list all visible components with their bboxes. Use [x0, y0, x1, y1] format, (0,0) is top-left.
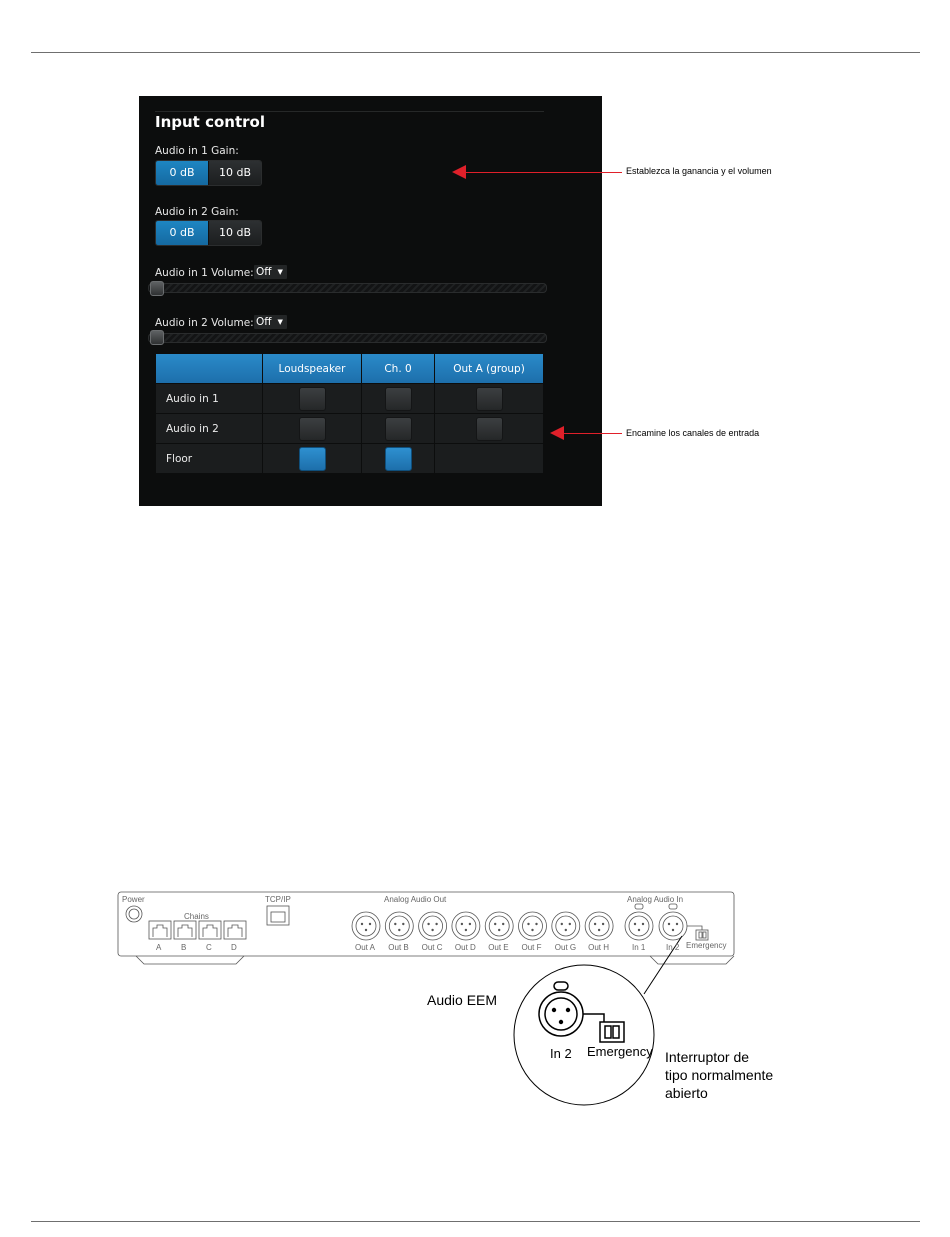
tcpip-label: TCP/IP [265, 895, 291, 904]
xlr-pin [527, 923, 529, 925]
route-checkbox[interactable] [385, 387, 412, 411]
gain2-label: Audio in 2 Gain: [155, 206, 239, 218]
chevron-down-icon: ▼ [277, 268, 283, 276]
output-label: Out E [488, 943, 509, 952]
chain-port-c: C [206, 943, 212, 952]
matrix-cell [362, 384, 435, 414]
output-label: Out F [521, 943, 542, 952]
analog-in-label: Analog Audio In [627, 895, 684, 904]
xlr-pin [465, 929, 467, 931]
gain2-option-0db[interactable]: 0 dB [156, 221, 208, 245]
xlr-pin [435, 923, 437, 925]
volume2-dropdown[interactable] [254, 315, 287, 329]
emergency-label: Emergency [686, 941, 727, 950]
matrix-cell [263, 414, 362, 444]
xlr-pin [561, 923, 563, 925]
xlr-pin [469, 923, 471, 925]
power-label: Power [122, 895, 145, 904]
xlr-output-connector [523, 916, 543, 936]
volume1-value: Off [256, 266, 272, 278]
matrix-cell-empty [435, 444, 544, 474]
xlr-pin [594, 923, 596, 925]
route-checkbox[interactable] [385, 447, 412, 471]
power-connector-inner [129, 909, 139, 919]
matrix-header-loudspeaker: Loudspeaker [263, 354, 362, 384]
gain-annotation: Establezca la ganancia y el volumen [626, 166, 772, 176]
matrix-header-ch0: Ch. 0 [362, 354, 435, 384]
chassis-foot [650, 956, 734, 964]
table-row [156, 414, 544, 444]
panel-title: Input control [155, 113, 265, 131]
volume1-dropdown[interactable] [254, 265, 287, 279]
matrix-cell [263, 384, 362, 414]
tcpip-port-inner [271, 912, 285, 922]
matrix-cell [362, 444, 435, 474]
volume2-value: Off [256, 316, 272, 328]
analog-out-label: Analog Audio Out [384, 895, 447, 904]
row-label-floor: Floor [156, 444, 263, 474]
xlr-pin [365, 929, 367, 931]
detail-input-label: In 2 [550, 1046, 572, 1061]
volume1-slider-track[interactable] [148, 283, 547, 293]
gain2-option-10db[interactable]: 10 dB [208, 221, 261, 245]
volume1-slider-thumb[interactable] [150, 281, 164, 296]
table-row [156, 444, 544, 474]
xlr-pin [531, 929, 533, 931]
matrix-header-empty [156, 354, 263, 384]
xlr-pin [398, 929, 400, 931]
panel-divider [155, 111, 544, 112]
detail-circle [514, 965, 654, 1105]
route-checkbox[interactable] [299, 387, 326, 411]
volume2-label: Audio in 2 Volume: [155, 317, 254, 329]
xlr-outputs [352, 912, 613, 940]
xlr-pin [502, 923, 504, 925]
matrix-cell [263, 444, 362, 474]
xlr-pin [427, 923, 429, 925]
power-connector [126, 906, 142, 922]
xlr-inputs [625, 904, 708, 940]
xlr-pin [461, 923, 463, 925]
output-label: Out A [355, 943, 376, 952]
volume2-slider-thumb[interactable] [150, 330, 164, 345]
chain-port-b: B [181, 943, 187, 952]
chains-label: Chains [184, 912, 209, 921]
xlr-output-connector [489, 916, 509, 936]
xlr-output-connector [556, 916, 576, 936]
output-label: Out C [421, 943, 443, 952]
xlr-pin [402, 923, 404, 925]
routing-matrix [156, 354, 544, 473]
xlr-input-pins [634, 923, 678, 931]
volume1-label: Audio in 1 Volume: [155, 267, 254, 279]
matrix-header-row [156, 354, 544, 384]
chevron-down-icon: ▼ [277, 318, 283, 326]
xlr-pin [369, 923, 371, 925]
switch-note-line-3: abierto [665, 1085, 708, 1101]
route-checkbox[interactable] [299, 417, 326, 441]
bottom-rule [31, 1221, 920, 1222]
xlr-output-connector [589, 916, 609, 936]
top-rule [31, 52, 920, 53]
xlr-pin [431, 929, 433, 931]
xlr-pin [394, 923, 396, 925]
routing-annotation: Encamine los canales de entrada [626, 428, 760, 438]
xlr-pin [598, 929, 600, 931]
input-control-panel [139, 96, 602, 506]
output-label: Out D [454, 943, 476, 952]
xlr-pin [498, 929, 500, 931]
chassis-foot [136, 956, 244, 964]
switch-note-line-1: Interruptor de [665, 1049, 750, 1065]
input-1-label: In 1 [632, 943, 646, 952]
gain1-label: Audio in 1 Gain: [155, 145, 239, 157]
switch-note-line-2: tipo normalmente [665, 1067, 774, 1083]
matrix-cell [435, 414, 544, 444]
row-label-audio-in-2: Audio in 2 [156, 414, 263, 444]
route-checkbox[interactable] [299, 447, 326, 471]
chain-ports [149, 921, 246, 939]
detail-emergency-label: Emergency [587, 1044, 653, 1059]
annotation-line [560, 433, 622, 434]
row-label-audio-in-1: Audio in 1 [156, 384, 263, 414]
chain-port-a: A [156, 943, 162, 952]
xlr-output-connector [456, 916, 476, 936]
audio-eem-label: Audio EEM [427, 992, 498, 1008]
matrix-cell [435, 384, 544, 414]
route-checkbox[interactable] [385, 417, 412, 441]
switch-note [665, 1048, 773, 1102]
matrix-header-out-a: Out A (group) [435, 354, 544, 384]
xlr-pin [602, 923, 604, 925]
volume2-slider-track[interactable] [148, 333, 547, 343]
output-label: Out H [588, 943, 609, 952]
chain-port-d: D [231, 943, 237, 952]
gain2-selector [155, 220, 262, 246]
xlr-pin [361, 923, 363, 925]
xlr-output-connector [423, 916, 443, 936]
gain1-option-0db[interactable]: 0 dB [156, 161, 208, 185]
route-checkbox[interactable] [476, 387, 503, 411]
xlr-pin [494, 923, 496, 925]
matrix-cell [362, 414, 435, 444]
route-checkbox[interactable] [476, 417, 503, 441]
gain1-option-10db[interactable]: 10 dB [208, 161, 261, 185]
table-row [156, 384, 544, 414]
xlr-output-connector [356, 916, 376, 936]
input-2-label: In 2 [666, 943, 680, 952]
xlr-pin [565, 929, 567, 931]
xlr-output-connector [389, 916, 409, 936]
gain1-selector [155, 160, 262, 186]
rear-panel-diagram [110, 886, 790, 1111]
output-label: Out B [388, 943, 409, 952]
xlr-pin [535, 923, 537, 925]
xlr-pin [569, 923, 571, 925]
annotation-line [462, 172, 622, 173]
output-label: Out G [554, 943, 577, 952]
